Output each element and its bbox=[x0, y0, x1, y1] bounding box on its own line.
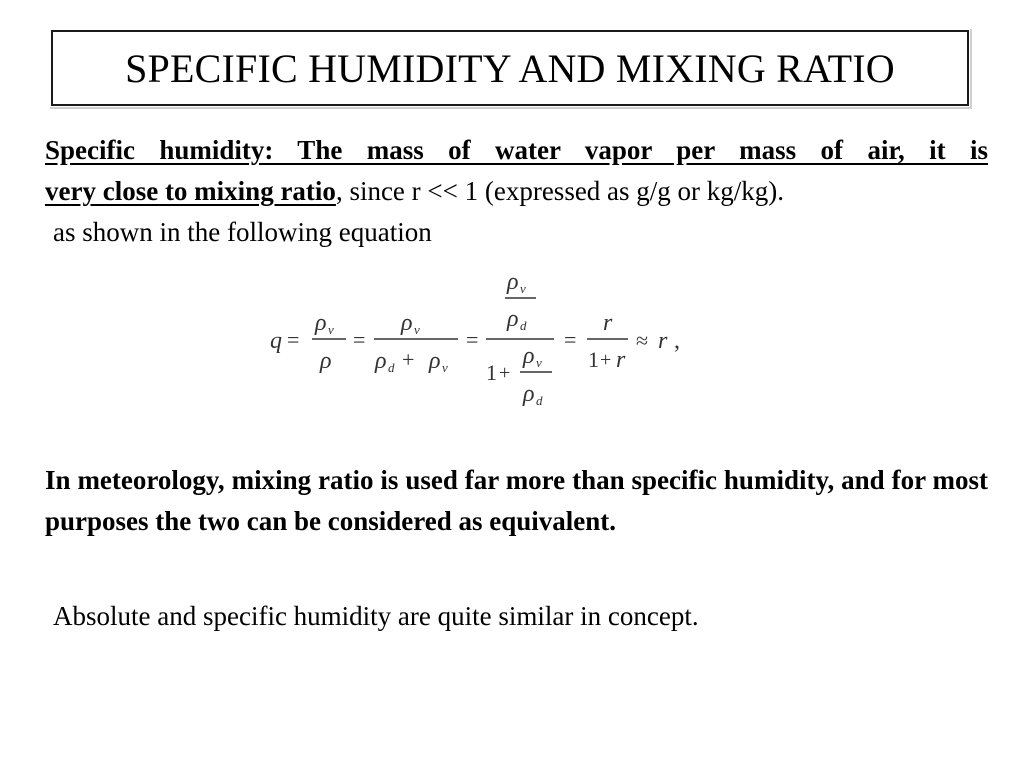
definition-line-3: as shown in the following equation bbox=[53, 217, 432, 247]
eq-frac1-num-rho: ρ bbox=[315, 310, 327, 336]
eq-frac2-num-sub: v bbox=[414, 322, 420, 337]
definition-rest-text: , since r << 1 (expressed as g/g or kg/kg). bbox=[335, 176, 785, 206]
eq-final-r: r bbox=[658, 328, 668, 354]
equation-svg bbox=[270, 268, 690, 413]
eq-frac2-den-rho-v: ρ bbox=[429, 348, 441, 374]
eq-frac3-den-bot-sub: d bbox=[536, 393, 543, 408]
eq-approx: ≈ bbox=[636, 328, 649, 353]
eq-frac3-num-top-sub: v bbox=[520, 281, 526, 296]
eq-q: q bbox=[270, 328, 282, 354]
definition-line-2 bbox=[45, 171, 988, 212]
eq-equals-2: = bbox=[353, 327, 366, 352]
eq-frac4-den-one: 1 bbox=[588, 347, 599, 372]
eq-frac1-den-rho: ρ bbox=[320, 348, 332, 374]
eq-frac1-num-sub: v bbox=[328, 322, 334, 337]
eq-frac3-num-top-rho: ρ bbox=[507, 269, 519, 295]
eq-frac2-den-sub-d: d bbox=[388, 360, 395, 375]
eq-frac3-num-bot-sub: d bbox=[520, 318, 527, 333]
eq-frac4-den-plus: + bbox=[600, 349, 612, 371]
eq-frac2-num-rho: ρ bbox=[401, 310, 413, 336]
eq-frac2-den-plus: + bbox=[402, 347, 415, 372]
eq-equals-3: = bbox=[466, 327, 479, 352]
eq-equals-1: = bbox=[287, 327, 300, 352]
humidity-note: Absolute and specific humidity are quite similar in concept. bbox=[53, 601, 699, 631]
definition-paragraph bbox=[45, 130, 988, 253]
eq-comma: , bbox=[674, 328, 680, 354]
eq-frac2-den-sub-v: v bbox=[442, 360, 448, 375]
humidity-equation bbox=[270, 268, 690, 413]
definition-bold-text-2: very close to mixing ratio bbox=[45, 176, 336, 206]
eq-frac3-den-top-sub: v bbox=[536, 355, 542, 370]
eq-frac3-den-plus: + bbox=[499, 362, 511, 384]
definition-line-1 bbox=[45, 130, 988, 171]
title-box bbox=[51, 30, 969, 106]
meteorology-statement: In meteorology, mixing ratio is used far more than specific humidity, and for most purposes the two can be considered as equivalent. bbox=[45, 465, 988, 536]
eq-frac3-den-top-rho: ρ bbox=[523, 343, 535, 369]
eq-equals-4: = bbox=[564, 327, 577, 352]
eq-frac4-den-r: r bbox=[616, 347, 626, 373]
eq-frac3-den-bot-rho: ρ bbox=[523, 381, 535, 407]
slide-title: SPECIFIC HUMIDITY AND MIXING RATIO bbox=[125, 45, 895, 91]
definition-bold-text-1: Specific humidity: The mass of water vapor per mass of air, it is bbox=[45, 135, 988, 165]
eq-frac3-den-one: 1 bbox=[486, 360, 497, 385]
eq-frac4-num-r: r bbox=[603, 310, 613, 336]
eq-frac3-num-bot-rho: ρ bbox=[507, 306, 519, 332]
eq-frac2-den-rho-d: ρ bbox=[375, 348, 387, 374]
